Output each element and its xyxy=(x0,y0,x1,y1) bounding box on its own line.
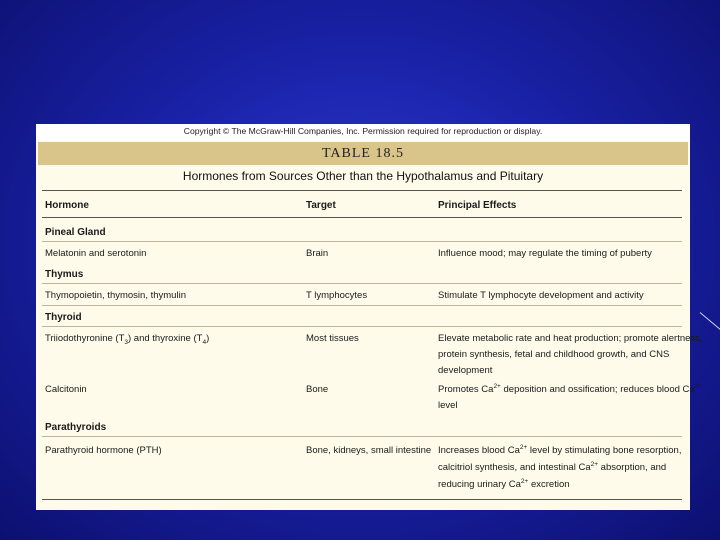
row-effects-line: calcitriol synthesis, and intestinal $Ca^{2+}$ absorption, and xyxy=(438,460,667,473)
row-hormone: Calcitonin xyxy=(45,384,87,395)
row-effects-line: reducing urinary $Ca^{2+}$ excretion xyxy=(438,477,570,490)
row-target: Bone, kidneys, small intestine xyxy=(306,445,432,456)
row-target: Brain xyxy=(306,248,329,259)
rule-bottom xyxy=(42,499,682,500)
row-effects: Influence mood; may regulate the timing of puberty xyxy=(438,248,652,259)
rule xyxy=(42,436,682,437)
row-effects-line: level xyxy=(438,400,458,411)
rule xyxy=(42,326,682,327)
row-effects-line: Increases blood $Ca^{2+}$ level by stimulating bone resorption, xyxy=(438,443,682,456)
row-effects-line: protein synthesis, fetal and childhood growth, and CNS xyxy=(438,349,670,360)
row-effects-line: Elevate metabolic rate and heat production; promote alertness, xyxy=(438,333,703,344)
rule xyxy=(42,305,682,306)
row-effects-line: development xyxy=(438,365,493,376)
header-effects: Principal Effects xyxy=(438,200,517,211)
row-hormone: Thymopoietin, thymosin, thymulin xyxy=(45,290,186,301)
row-effects: Stimulate T lymphocyte development and activity xyxy=(438,290,644,301)
table-subtitle: Hormones from Sources Other than the Hypothalamus and Pituitary xyxy=(182,169,544,183)
header-target: Target xyxy=(306,200,336,211)
row-hormone: Triiodothyronine $(T_3)$ and thyroxine $(T_4)$ xyxy=(45,333,210,346)
table-image xyxy=(36,124,703,510)
decorative-line xyxy=(700,312,720,332)
rule xyxy=(42,283,682,284)
row-effects-line: Promotes $Ca^{2+}$ deposition and ossification; reduces blood $Ca^{2+}$ xyxy=(438,382,703,395)
header-hormone: Hormone xyxy=(45,200,89,211)
rule-top xyxy=(42,190,682,191)
rule xyxy=(42,241,682,242)
section-parathyroids: Parathyroids xyxy=(45,422,107,433)
table-title: TABLE 18.5 xyxy=(322,146,404,161)
section-thymus: Thymus xyxy=(45,269,84,280)
row-target: T lymphocytes xyxy=(306,290,368,301)
table-title-band xyxy=(38,142,688,165)
section-thyroid: Thyroid xyxy=(45,312,82,323)
row-target: Most tissues xyxy=(306,333,359,344)
row-hormone: Parathyroid hormone (PTH) xyxy=(45,445,162,456)
row-target: Bone xyxy=(306,384,329,395)
row-hormone: Melatonin and serotonin xyxy=(45,248,147,259)
copyright-notice: Copyright © The McGraw-Hill Companies, Inc. Permission required for reproduction or display. xyxy=(36,124,690,141)
section-pineal-gland: Pineal Gland xyxy=(45,227,106,238)
rule-header xyxy=(42,217,682,218)
